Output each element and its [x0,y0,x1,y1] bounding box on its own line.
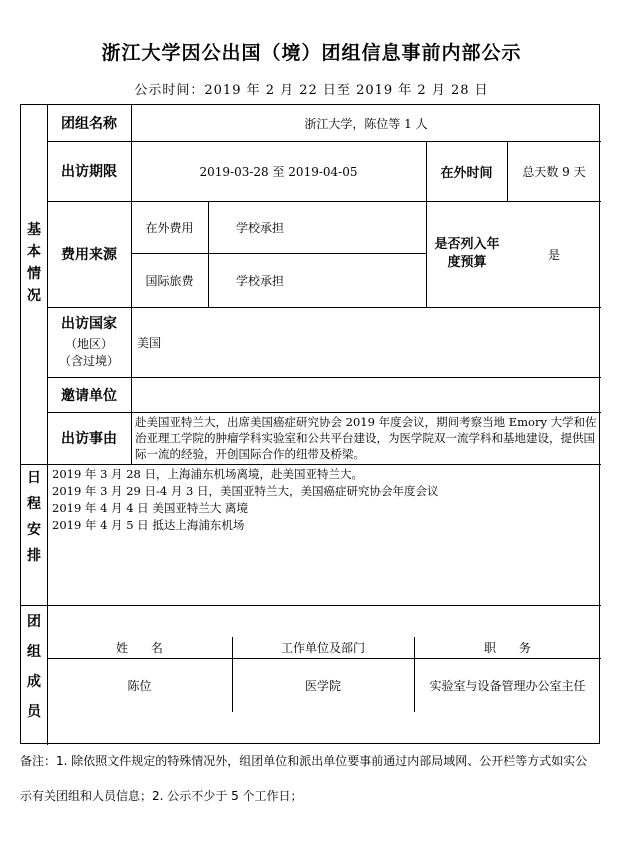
funding-label: 费用来源 [61,247,117,263]
schedule-item: 2019 年 4 月 5 日 抵达上海浦东机场 [52,518,245,532]
travel-cost-value: 学校承担 [236,273,285,288]
visit-period-value: 2019-03-28 至 2019-04-05 [199,164,358,179]
footnote-line-2: 示有关团组和人员信息；2. 公示不少于 5 个工作日； [20,789,303,803]
member-title: 实验室与设备管理办公室主任 [429,678,586,693]
member-name: 陈位 [127,678,152,693]
abroad-cost-value: 学校承担 [236,220,285,235]
purpose-label: 出访事由 [61,431,117,447]
section-basic-label: 基 本 情 况 [27,222,41,304]
group-name-value: 浙江大学，陈位等 1 人 [304,116,428,131]
budget-value: 是 [547,247,560,262]
country-sub2: （含过境） [58,354,119,368]
travel-cost-label: 国际旅费 [145,273,194,288]
member-unit: 医学院 [304,678,341,693]
schedule-item: 2019 年 4 月 4 日 美国亚特兰大 离境 [52,501,248,515]
group-name-label: 团组名称 [61,116,117,132]
country-sub1: （地区） [64,337,113,351]
info-table [20,104,600,744]
page-title: 浙江大学因公出国（境）团组信息事前内部公示 [101,42,522,64]
section-members-label: 团 组 成 员 [27,614,41,720]
schedule-list [52,466,597,534]
budget-label: 是否列入年度预算 [434,237,500,270]
visit-period-label: 出访期限 [61,164,117,180]
footnote-line-1: 备注：1. 除依照文件规定的特殊情况外，组团单位和派出单位要事前通过内部局域网、公开栏等方式如实公 [20,754,588,768]
country-label: 出访国家 [61,316,117,332]
schedule-item: 2019 年 3 月 29 日-4 月 3 日，美国亚特兰大，美国癌症研究协会年度会议 [52,484,439,498]
country-value: 美国 [137,335,162,350]
members-header-name: 姓 名 [116,641,163,655]
purpose-value: 赴美国亚特兰大，出席美国癌症研究协会 2019 年度会议，期间考察当地 Emory 大学和佐治亚理工学院的肿瘤学科实验室和公共平台建设，为医学院双一流学科和基地建设，提供国际一流的经验，开创国际合作的纽带及桥梁。 [135,415,597,461]
members-header-unit: 工作单位及部门 [280,641,365,655]
notice-period: 公示时间：2019 年 2 月 22 日至 2019 年 2 月 28 日 [134,83,489,98]
abroad-time-label: 在外时间 [440,165,493,181]
inviter-label: 邀请单位 [61,387,117,404]
members-header-title: 职 务 [484,641,531,655]
abroad-time-value: 总天数 9 天 [522,164,586,179]
section-schedule-label: 日 程 安 排 [27,470,41,564]
inviter-value [137,377,597,412]
schedule-item: 2019 年 3 月 28 日，上海浦东机场离境，赴美国亚特兰大。 [52,467,363,481]
country-label-block [47,313,131,369]
abroad-cost-label: 在外费用 [145,220,194,235]
